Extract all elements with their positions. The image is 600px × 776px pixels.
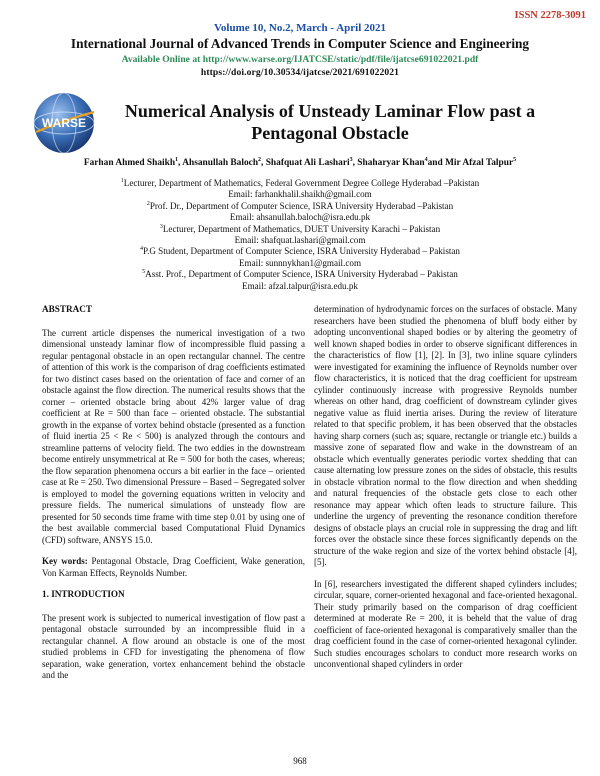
warse-logo <box>28 90 100 156</box>
affiliation-email[interactable]: Email: ahsanullah.baloch@isra.edu.pk <box>229 212 371 223</box>
journal-title: International Journal of Advanced Trends in Computer Science and Engineering <box>70 36 530 51</box>
svg-text:WARSE: WARSE <box>41 116 87 130</box>
affiliation-email[interactable]: Email: farhankhalil.shaikh@gmail.com <box>228 189 372 200</box>
body-paragraph: In [6], researchers investigated the different shaped cylinders includes; circular, square, corner-oriented hexagonal and face-oriented hexagonal. Their study primarily based on the comparison of drag coefficient determined at moderate Re = 200, it is beheld that the value of drag coefficient of face-oriented hexagonal is comparatively smaller than the drag coefficient found in the case of corner-oriented hexagonal cylinder. Such studies encourages scholars to conduct more research works on unconventional shaped cylinders in order <box>314 578 577 669</box>
body-paragraph: determination of hydrodynamic forces on the surfaces of obstacle. Many researchers have been studied the phenomena of bluff body either by adopting unconventional shaped bodies or by altering the geometry of well known shaped bodies in order to observe significant differences in the characteristics of flow [1], [2]. In [3], two inline square cylinders were investigated for examining the influence of Reynolds number over flow characteristics, it is noticed that the drag coefficient for upstream cylinder continuously increase with progressive Reynolds number whereas on other hand, drag coefficient of downstream cylinder gives negative value as fluid inertia arises. During the review of literature related to that specific problem, it has been observed that the obstacles having sharp corners (such as; square, rectangle or triangle etc.) builds a massive zone of separated flow and wake in the downstream of an obstacle which eventually generates periodic vortex shedding that can cause alternating low pressure zones on the sides of obstacle, this results in obstacle vibration normal to the flow direction and when shedding and natural frequencies of the obstacle gets close to each other resonance may appear which often leads to structure failure. This underline the urgency of preventing the resonance condition therefore designs of obstacle plays an crucial role in suppressing the drag and lift forces over the obstacle since these forces significantly depends on the structure of the wake region and size of the vortex behind obstacle [4], [5]. <box>314 304 577 567</box>
affiliation: $^3$Lecturer, Department of Mathematics, DUET University Karachi – Pakistan <box>159 223 441 234</box>
affiliation: $^2$Prof. Dr., Department of Computer Science, ISRA University Hyderabad –Pakistan <box>146 200 454 211</box>
doi-link[interactable]: https://doi.org/10.30534/ijatcse/2021/691022021 <box>200 67 400 78</box>
author: Ahsanullah Baloch <box>182 158 259 168</box>
author: Mir Afzal Talpur <box>445 158 514 168</box>
affiliation: $^5$Asst. Prof., Department of Computer Science, ISRA University Hyderabad – Pakistan <box>142 269 458 280</box>
right-column <box>314 304 577 681</box>
available-online-link[interactable]: Available Online at http://www.warse.org/IJATCSE/static/pdf/file/ijatcse691022021.pdf <box>121 54 479 65</box>
paper-title-line2: Pentagonal Obstacle <box>251 123 409 143</box>
author: Shafquat Ali Lashari <box>265 158 350 168</box>
affiliation-email[interactable]: Email: sunnnykhan1@gmail.com <box>238 257 362 268</box>
affiliation-email[interactable]: Email: shafquat.lashari@gmail.com <box>234 235 366 246</box>
author-list: Farhan Ahmed Shaikh$^1$, Ahsanullah Baloch$^2$, Shafquat Ali Lashari$^3$, Shaharyar Khan$^4$and Mir Afzal Talpur$^5$ <box>83 156 517 168</box>
abstract-text: The current article dispenses the numerical investigation of a two dimensional unsteady laminar flow of incompressible fluid passing a regular pentagonal obstacle in an open rectangular channel. The centre of attention of this work is the comparison of drag coefficients estimated for two distinct cases based on the orientation of face and corner of an obstacle against the flow direction. The numerical results shows that the corner – oriented obstacle bring about 42% larger value of drag coefficient at Re = 500 than face – oriented obstacle. The substantial growth in the expanse of vortex behind obstacle (presented as a function of fluid inertia 25 < Re < 500) is analyzed through the contours and streamline patterns of velocity field. The two eddies in the downstream become entirely unsymmetrical at Re = 500 for both the cases, whereas; the flow separation phenomena occurs a bit earlier in the face – oriented case at Re = 250. Two dimensional Pressure – Based – Segregated solver is employed to model the governing equations written in velocity and pressure fields. The numerical simulations of unsteady flow are presented for 50 seconds time frame with time step 0.01 by using one of the best available commercial based Computational Fluid Dynamics (CFD) software, ANSYS 15.0. <box>42 327 305 545</box>
author: Farhan Ahmed Shaikh <box>83 158 176 168</box>
introduction-heading: 1. INTRODUCTION <box>42 589 125 599</box>
abstract-heading: ABSTRACT <box>42 304 93 314</box>
page-number: 968 <box>293 756 307 766</box>
paper-title <box>110 100 550 144</box>
volume-info: Volume 10, No.2, March - April 2021 <box>213 22 387 34</box>
affiliation: $^1$Lecturer, Department of Mathematics, Federal Government Degree College Hyderabad –Pakistan <box>120 177 480 188</box>
author: Shaharyar Khan <box>357 158 425 168</box>
affiliation: $^4$P.G Student, Department of Computer Science, ISRA University Hyderabad – Pakistan <box>140 246 460 257</box>
left-column <box>42 304 305 692</box>
affiliation-email[interactable]: Email: afzal.talpur@isra.edu.pk <box>242 280 358 291</box>
paper-title-line1: Numerical Analysis of Unsteady Laminar Flow past a <box>124 101 536 121</box>
affiliations <box>60 178 540 292</box>
introduction-text: The present work is subjected to numerical investigation of flow past a pentagonal obstacle surrounded by an incompressible fluid in a rectangular channel. A flow around an obstacle is one of the most studied problems in CFD for investigating the phenomena of flow separation, wake generation, vortex enhancement behind the obstacle and the <box>42 612 305 680</box>
keywords: Key words: Pentagonal Obstacle, Drag Coefficient, Wake generation, Von Karman Effects, Reynolds Number. <box>42 556 305 578</box>
issn: ISSN 2278-3091 <box>514 10 586 21</box>
